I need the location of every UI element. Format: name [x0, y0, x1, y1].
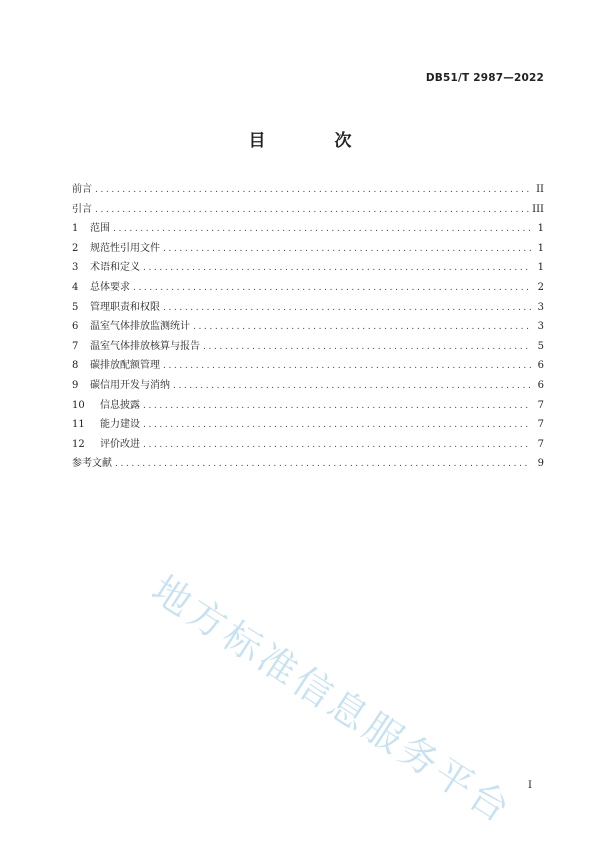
toc-entry-12[interactable] — [72, 435, 544, 455]
toc-entry-introduction[interactable] — [72, 200, 544, 220]
toc-entry-label: 能力建设 — [100, 419, 140, 431]
toc-entry-number: 1 — [72, 223, 79, 235]
toc-dot-leader — [163, 357, 531, 377]
toc-dot-leader — [113, 220, 531, 240]
toc-entry-7[interactable] — [72, 337, 544, 357]
table-of-contents — [72, 180, 544, 474]
toc-entry-number: 5 — [72, 301, 79, 313]
toc-dot-leader — [133, 279, 531, 299]
toc-entry-page: 3 — [537, 321, 544, 333]
toc-entry-number: 7 — [72, 340, 79, 352]
toc-entry-label: 碳排放配额管理 — [90, 360, 160, 372]
toc-entry-label: 规范性引用文件 — [90, 242, 160, 254]
toc-entry-number: 8 — [72, 360, 79, 372]
toc-entry-label: 温室气体排放监测统计 — [90, 321, 190, 333]
toc-entry-label: 管理职责和权限 — [90, 301, 160, 313]
toc-entry-label: 碳信用开发与消纳 — [90, 379, 170, 391]
toc-dot-leader — [163, 240, 531, 260]
toc-entry-label: 总体要求 — [90, 281, 130, 293]
toc-dot-leader — [115, 455, 531, 475]
toc-entry-number: 10 — [72, 399, 85, 411]
toc-entry-page: III — [532, 203, 544, 215]
toc-entry-3[interactable] — [72, 258, 544, 278]
toc-entry-label: 评价改进 — [100, 438, 140, 450]
toc-entry-label: 范围 — [90, 223, 110, 235]
toc-entry-number: 6 — [72, 321, 79, 333]
toc-entry-number: 4 — [72, 281, 79, 293]
toc-dot-leader — [143, 397, 531, 417]
toc-entry-page: 1 — [537, 242, 544, 254]
toc-dot-leader — [143, 259, 531, 279]
toc-entry-page: 3 — [537, 301, 544, 313]
toc-entry-number: 9 — [72, 379, 79, 391]
toc-dot-leader — [203, 338, 531, 358]
toc-dot-leader — [163, 299, 531, 319]
toc-entry-9[interactable] — [72, 376, 544, 396]
toc-entry-foreword[interactable] — [72, 180, 544, 200]
toc-entry-page: 7 — [537, 399, 544, 411]
toc-dot-leader — [193, 318, 531, 338]
toc-entry-label: 参考文献 — [72, 458, 112, 470]
toc-title: 目 次 — [248, 131, 378, 151]
toc-entry-number: 3 — [72, 262, 79, 274]
page-number: I — [528, 780, 532, 791]
toc-entry-label: 前言 — [72, 184, 92, 195]
toc-entry-number: 12 — [72, 438, 85, 450]
toc-entry-page: 1 — [537, 223, 544, 235]
toc-entry-5[interactable] — [72, 298, 544, 318]
toc-entry-page: 6 — [537, 360, 544, 372]
toc-entry-label: 温室气体排放核算与报告 — [90, 340, 200, 352]
toc-entry-page: II — [536, 184, 544, 195]
toc-entry-8[interactable] — [72, 356, 544, 376]
toc-entry-10[interactable] — [72, 396, 544, 416]
toc-entry-page: 5 — [537, 340, 544, 352]
toc-dot-leader — [95, 181, 531, 201]
toc-entry-number: 2 — [72, 242, 79, 254]
toc-entry-page: 2 — [537, 281, 544, 293]
toc-entry-label: 术语和定义 — [90, 262, 140, 274]
toc-entry-label: 引言 — [72, 203, 92, 215]
toc-entry-page: 7 — [537, 438, 544, 450]
watermark-text: 地方标准信息服务平台 — [144, 566, 521, 833]
toc-entry-number: 11 — [72, 419, 85, 431]
toc-entry-6[interactable] — [72, 317, 544, 337]
toc-dot-leader — [143, 416, 531, 436]
toc-entry-2[interactable] — [72, 239, 544, 259]
toc-dot-leader — [173, 377, 531, 397]
toc-entry-1[interactable] — [72, 219, 544, 239]
toc-entry-4[interactable] — [72, 278, 544, 298]
toc-entry-page: 9 — [537, 458, 544, 470]
document-code: DB51/T 2987—2022 — [425, 72, 544, 84]
toc-entry-page: 6 — [537, 379, 544, 391]
toc-dot-leader — [95, 201, 529, 221]
toc-entry-page: 7 — [537, 419, 544, 431]
toc-entry-bibliography[interactable] — [72, 454, 544, 474]
toc-dot-leader — [143, 436, 531, 456]
toc-entry-11[interactable] — [72, 415, 544, 435]
toc-entry-page: 1 — [537, 262, 544, 274]
toc-entry-label: 信息披露 — [100, 399, 140, 411]
